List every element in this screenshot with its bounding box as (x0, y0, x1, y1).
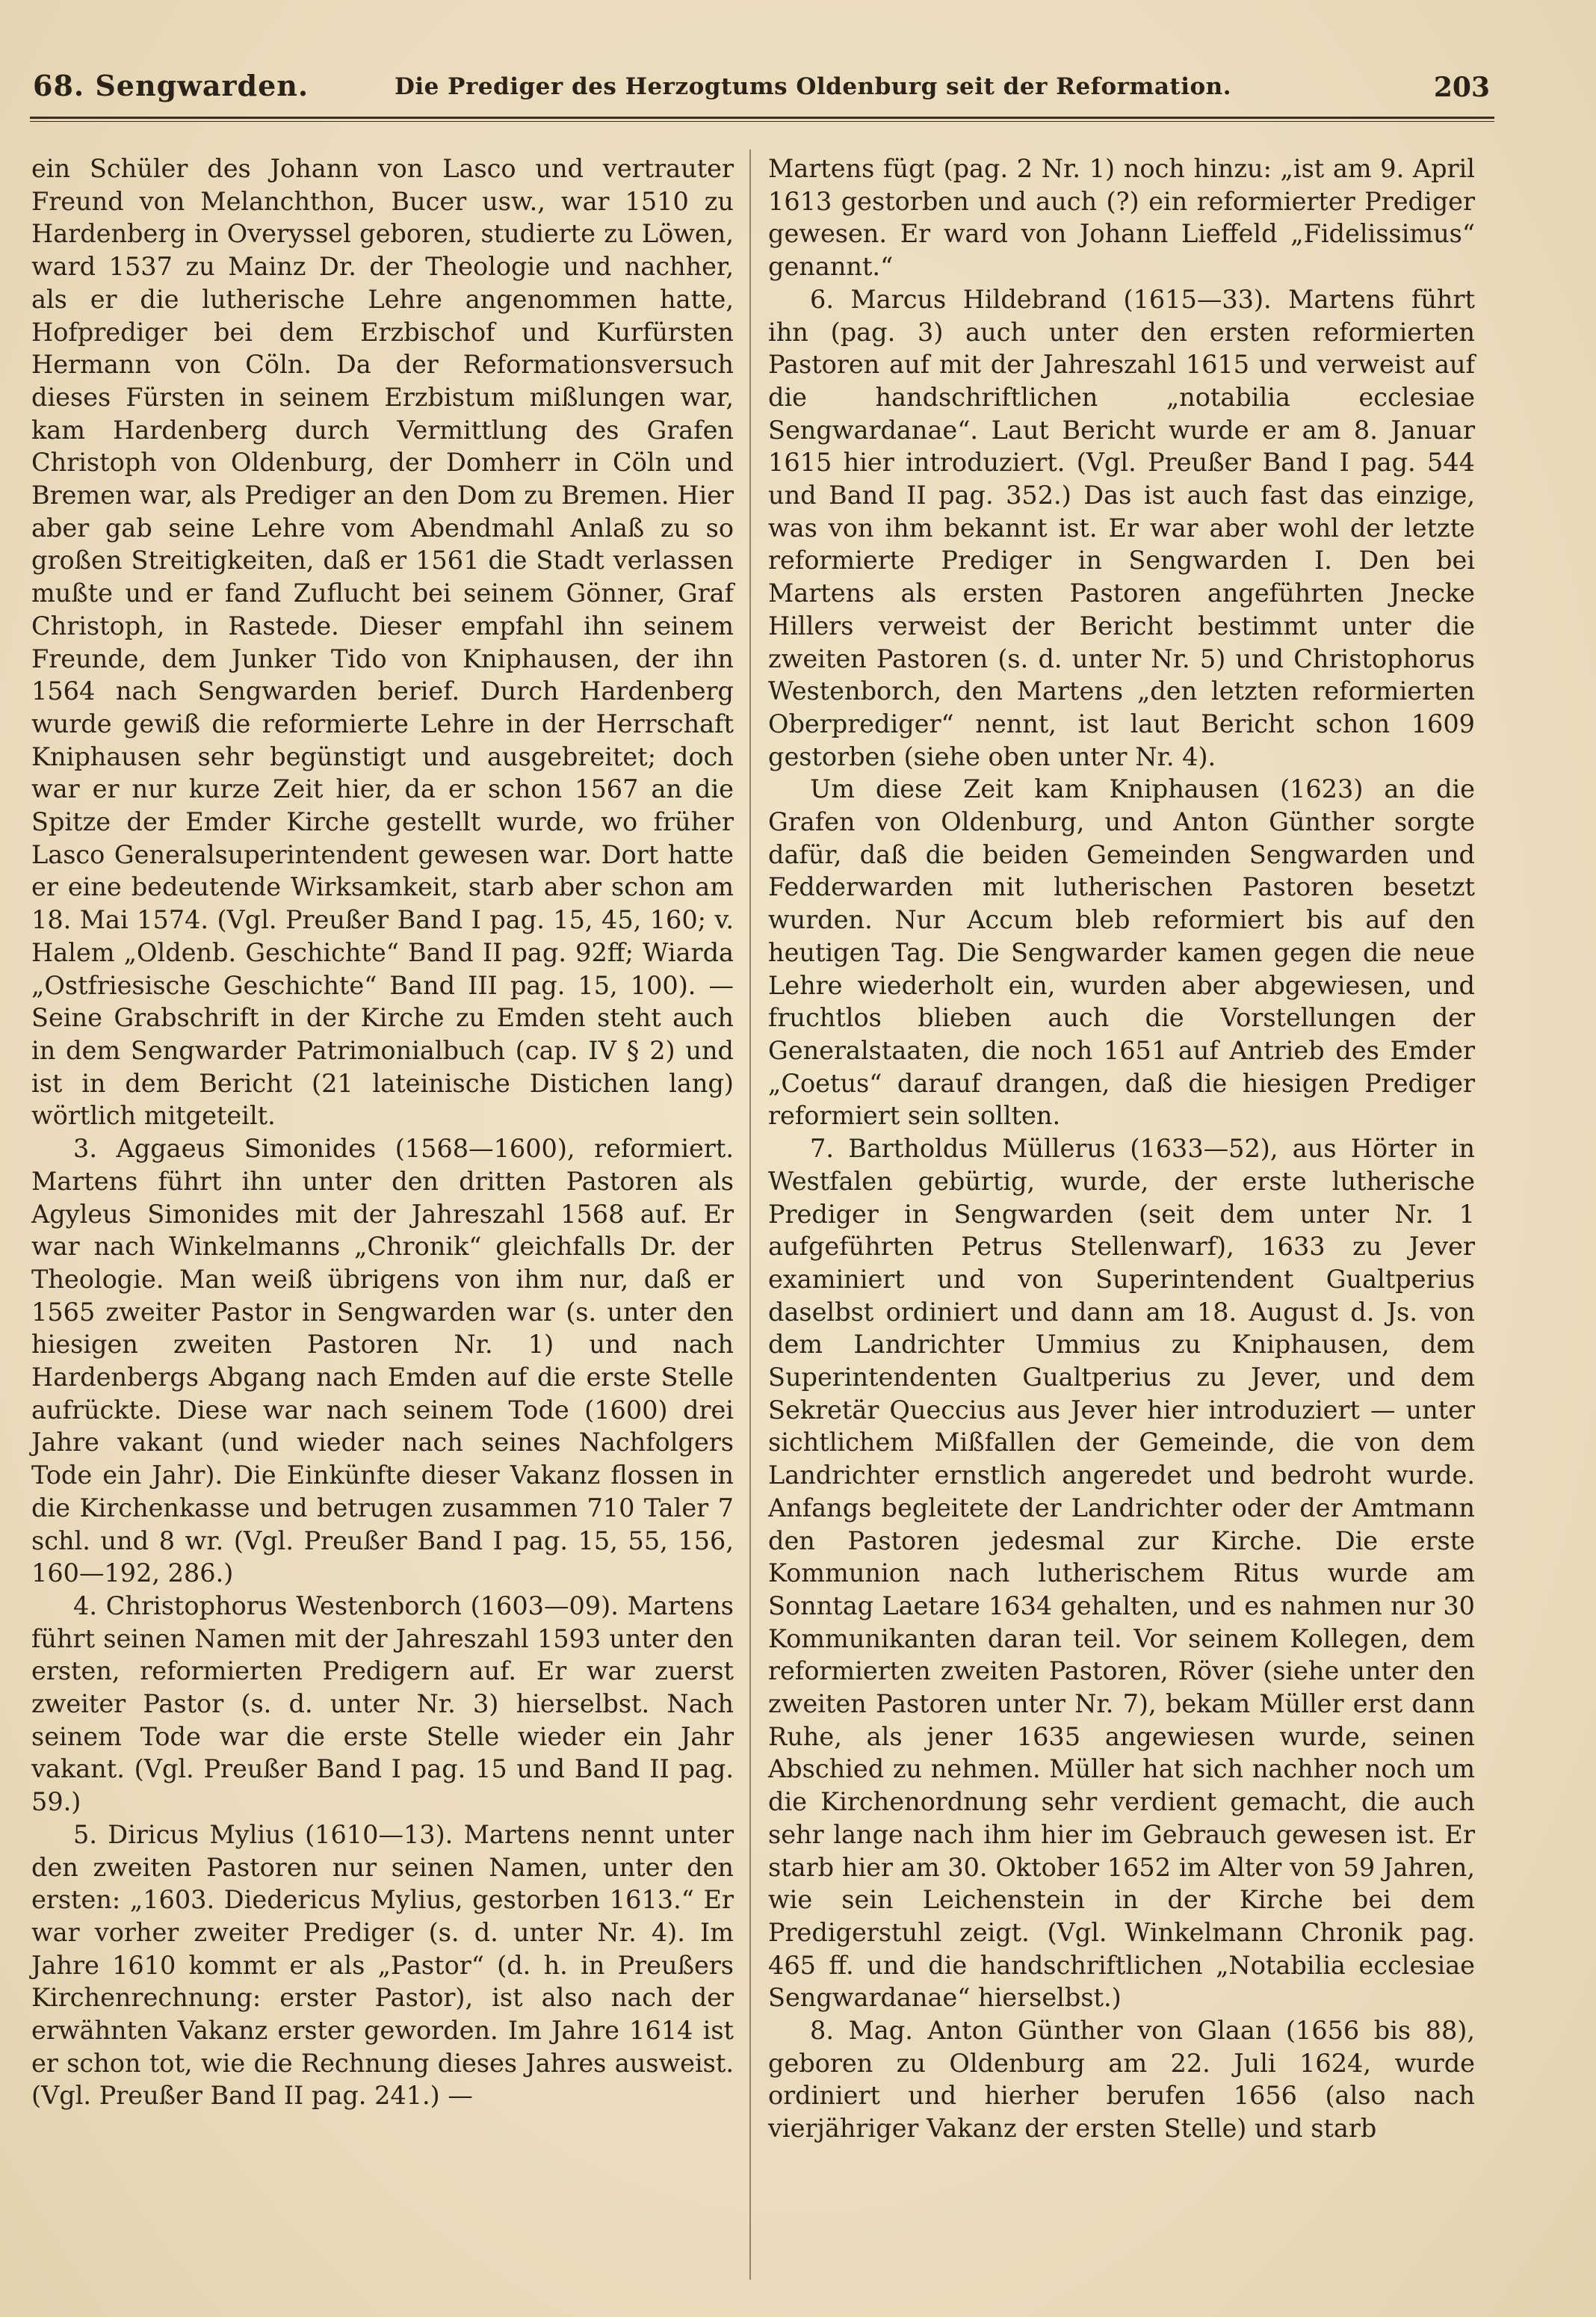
paragraph: 6. Marcus Hildebrand (1615—33). Martens führt ihn (pag. 3) auch unter den ersten reformierten Pastoren auf mit der Jahreszahl 1615 und verweist auf die handschriftlichen „notabilia ecclesiae Sengwardanae“. Laut Bericht wurde er am 8. Januar 1615 hier introduziert. (Vgl. Preußer Band I pag. 544 und Band II pag. 352.) Das ist auch fast das einzige, was von ihm bekannt ist. Er war aber wohl der letzte reformierte Prediger in Sengwarden I. Den bei Martens als ersten Pastoren angeführten Jnecke Hillers verweist der Bericht bestimmt unter die zweiten Pastoren (s. d. unter Nr. 5) und Christophorus Westenborch, den Martens „den letzten reformierten Oberprediger“ nennt, ist laut Bericht schon 1609 gestorben (siehe oben unter Nr. 4). (768, 284, 1475, 771)
header-rule (30, 117, 1494, 119)
paragraph: ein Schüler des Johann von Lasco und vertrauter Freund von Melanchthon, Bucer usw., war 1510 zu Hardenberg in Overyssel geboren, studierte zu Löwen, ward 1537 zu Mainz Dr. der Theologie und nachher, als er die lutherische Lehre angenommen hatte, Hofprediger bei dem Erzbischof und Kurfürsten Hermann von Cöln. Da der Reformationsversuch dieses Fürsten in seinem Erzbistum mißlungen war, kam Hardenberg durch Vermittlung des Grafen Christoph von Oldenburg, der Domherr in Cöln und Bremen war, als Prediger an den Dom zu Bremen. Hier aber gab seine Lehre vom Abendmahl Anlaß zu so großen Streitigkeiten, daß er 1561 die Stadt verlassen mußte und er fand Zuflucht bei seinem Gönner, Graf Christoph, in Rastede. Dieser empfahl ihn seinem Freunde, dem Junker Tido von Kniphausen, der ihn 1564 nach Sengwarden berief. Durch Hardenberg wurde gewiß die reformierte Lehre in der Herrschaft Kniphausen sehr begünstigt und ausgebreitet; doch war er nur kurze Zeit hier, da er schon 1567 an die Spitze der Emder Kirche gestellt wurde, wo früher Lasco Generalsuperintendent gewesen war. Dort hatte er eine bedeutende Wirksamkeit, starb aber schon am 18. Mai 1574. (Vgl. Preußer Band I pag. 15, 45, 160; v. Halem „Oldenb. Geschichte“ Band II pag. 92ff; Wiarda „Ostfriesische Geschichte“ Band III pag. 15, 100). — Seine Grabschrift in der Kirche zu Emden steht auch in dem Sengwarder Patrimonialbuch (cap. IV § 2) und ist in dem Bericht (21 lateinische Distichen lang) wörtlich mitgeteilt. (31, 154, 734, 1131)
paragraph: 7. Bartholdus Müllerus (1633—52), aus Hörter in Westfalen gebürtig, wurde, der erste lutherische Prediger in Sengwarden (seit dem unter Nr. 1 aufgeführten Petrus Stellenwarf), 1633 zu Jever examiniert und von Superintendent Gualtperius daselbst ordiniert und dann am 18. August d. Js. von dem Landrichter Ummius zu Kniphausen, dem Superintendenten Gualtperius zu Jever, und dem Sekretär Queccius aus Jever hier introduziert — unter sichtlichem Mißfallen der Gemeinde, die von dem Landrichter ernstlich angeredet und bedroht wurde. Anfangs begleitete der Landrichter oder der Amtmann den Pastoren jedesmal zur Kirche. Die erste Kommunion nach lutherischem Ritus wurde am Sonntag Laetare 1634 gehalten, und es nahmen nur 30 Kommunikanten daran teil. Vor seinem Kollegen, dem reformierten zweiten Pastoren, Röver (siehe unter den zweiten Pastoren unter Nr. 7), bekam Müller erst dann Ruhe, als jener 1635 angewiesen wurde, seinen Abschied zu nehmen. Müller hat sich nachher noch um die Kirchenordnung sehr verdient gemacht, die auch sehr lange nach ihm hier im Gebrauch gewesen ist. Er starb hier am 30. Oktober 1652 im Alter von 59 Jahren, wie sein Leichenstein in der Kirche bei dem Predigerstuhl zeigt. (Vgl. Winkelmann Chronik pag. 465 ff. und die handschriftlichen „Notabilia ecclesiae Sengwardanae“ hierselbst.) (768, 1134, 1475, 2013)
paragraph: Um diese Zeit kam Kniphausen (1623) an die Grafen von Oldenburg, und Anton Günther sorgte dafür, daß die beiden Gemeinden Sengwarden und Fedderwarden mit lutherischen Pastoren besetzt wurden. Nur Accum bleb reformiert bis auf den heutigen Tag. Die Sengwarder kamen gegen die neue Lehre wiederholt ein, wurden aber abgewiesen, und fruchtlos blieben auch die Vorstellungen der Generalstaaten, die noch 1651 auf Antrieb des Emder „Coetus“ darauf drangen, daß die hiesigen Prediger reformiert sein sollten. (768, 774, 1475, 1131)
left-column (31, 152, 734, 2112)
header-book-title: Die Prediger des Herzogtums Oldenburg seit der Reformation. (395, 73, 1232, 100)
running-header (33, 69, 1490, 117)
paragraph: 4. Christophorus Westenborch (1603—09). Martens führt seinen Namen mit der Jahreszahl 1593 unter den ersten, reformierten Predigern auf. Er war zuerst zweiter Pastor (s. d. unter Nr. 3) hierselbst. Nach seinem Tode war die erste Stelle wieder ein Jahr vakant. (Vgl. Preußer Band I pag. 15 und Band II pag. 59.) (31, 1591, 734, 1817)
paragraph: 3. Aggaeus Simonides (1568—1600), reformiert. Martens führt ihn unter den dritten Pastoren als Agyleus Simonides mit der Jahreszahl 1568 auf. Er war nach Winkelmanns „Chronik“ gleichfalls Dr. der Theologie. Man weiß übrigens von ihm nur, daß er 1565 zweiter Pastor in Sengwarden war (s. unter den hiesigen zweiten Pastoren Nr. 1) und nach Hardenbergs Abgang nach Emden auf die erste Stelle aufrückte. Diese war nach seinem Tode (1600) drei Jahre vakant (und wieder nach seines Nachfolgers Tode ein Jahr). Die Einkünfte dieser Vakanz flossen in die Kirchenkasse und betrugen zusammen 710 Taler 7 schl. und 8 wr. (Vgl. Preußer Band I pag. 15, 55, 156, 160—192, 286.) (31, 1134, 734, 1588)
right-column (768, 152, 1475, 2145)
paragraph: 8. Mag. Anton Günther von Glaan (1656 bis 88), geboren zu Oldenburg am 22. Juli 1624, wurde ordiniert und hierher berufen 1656 (also nach vierjähriger Vakanz der ersten Stelle) und starb (768, 2016, 1475, 2144)
paragraph: Martens fügt (pag. 2 Nr. 1) noch hinzu: „ist am 9. April 1613 gestorben und auch (?) ein reformierter Prediger gewesen. Er ward von Johann Lieffeld „Fidelissimus“ genannt.“ (768, 154, 1475, 282)
column-divider (749, 149, 751, 2280)
paragraph: 5. Diricus Mylius (1610—13). Martens nennt unter den zweiten Pastoren nur seinen Namen, unter den ersten: „1603. Diedericus Mylius, gestorben 1613.“ Er war vorher zweiter Prediger (s. d. unter Nr. 4). Im Jahre 1610 kommt er als „Pastor“ (d. h. in Preußers Kirchenrechnung: erster Pastor), ist also nach der erwähnten Vakanz erster geworden. Im Jahre 1614 ist er schon tot, wie die Rechnung dieses Jahres ausweist. (Vgl. Preußer Band II pag. 241.) — (31, 1819, 734, 2111)
header-rule-thin (30, 121, 1494, 122)
page-number: 203 (1433, 72, 1490, 103)
header-section-title: 68. Sengwarden. (33, 69, 309, 102)
